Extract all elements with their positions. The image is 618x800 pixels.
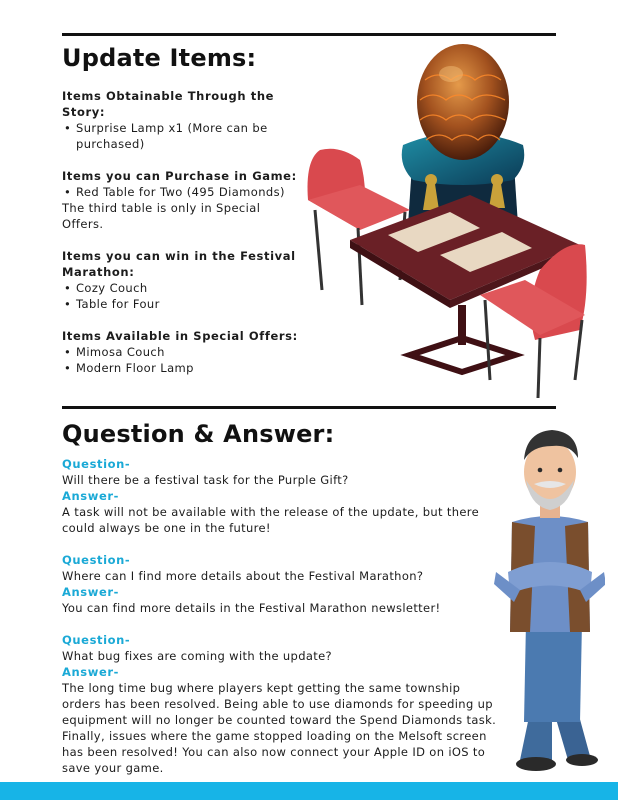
answer-label: Answer- <box>62 489 119 503</box>
footer-bar <box>0 782 618 800</box>
list-item: • Mimosa Couch <box>62 344 302 360</box>
list-item: • Table for Four <box>62 296 302 312</box>
list-item: • Cozy Couch <box>62 280 302 296</box>
qa-entry <box>62 552 502 616</box>
answer-label: Answer- <box>62 665 119 679</box>
group-heading: Items you can Purchase in Game: <box>62 169 297 183</box>
question-label: Question- <box>62 457 131 471</box>
qa-list <box>62 456 502 776</box>
question-answer-title: Question & Answer: <box>62 420 335 448</box>
group-heading: Items Obtainable Through the Story: <box>62 89 275 119</box>
group-heading: Items you can win in the Festival Marathon: <box>62 249 296 279</box>
question-text: Will there be a festival task for the Purple Gift? <box>62 473 349 487</box>
group-festival-marathon <box>62 248 302 312</box>
group-special-offers <box>62 328 302 376</box>
qa-entry <box>62 456 502 536</box>
question-label: Question- <box>62 633 131 647</box>
group-note: The third table is only in Special Offers. <box>62 201 261 231</box>
list-item: • Modern Floor Lamp <box>62 360 302 376</box>
update-items-list <box>62 88 302 376</box>
red-table-for-two-illustration <box>300 140 590 400</box>
answer-text: A task will not be available with the release of the update, but there could always be one in the future! <box>62 505 480 535</box>
list-item: • Surprise Lamp x1 (More can be purchased) <box>62 120 302 152</box>
character-illustration <box>490 422 605 772</box>
answer-label: Answer- <box>62 585 119 599</box>
answer-text: The long time bug where players kept getting the same township orders has been resolved. Being able to use diamonds for speeding up equipment will no longer be counted toward the Spend Diamonds task. Finally, issues where the game stopped loading on the Melsoft screen has been resolved! You can also now connect your Apple ID on iOS to save your game. <box>62 681 497 775</box>
question-label: Question- <box>62 553 131 567</box>
qa-entry <box>62 632 502 776</box>
group-story <box>62 88 302 152</box>
answer-text: You can find more details in the Festival Marathon newsletter! <box>62 601 441 615</box>
top-divider <box>62 33 556 36</box>
middle-divider <box>62 406 556 409</box>
update-items-title: Update Items: <box>62 44 257 72</box>
list-item: • Red Table for Two (495 Diamonds) <box>62 184 302 200</box>
group-purchase <box>62 168 302 232</box>
question-text: Where can I find more details about the Festival Marathon? <box>62 569 424 583</box>
question-text: What bug fixes are coming with the update? <box>62 649 332 663</box>
group-heading: Items Available in Special Offers: <box>62 329 298 343</box>
